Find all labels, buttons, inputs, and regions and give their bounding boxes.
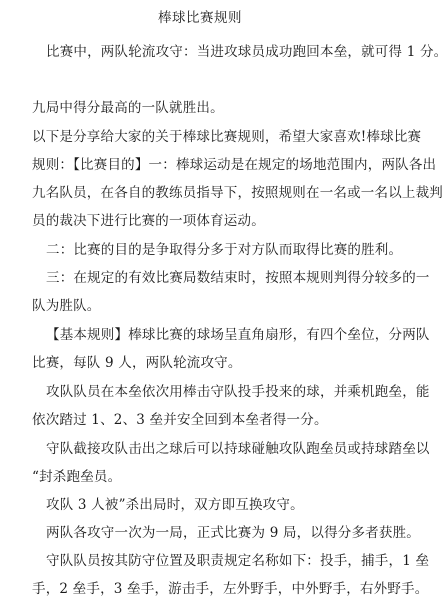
text-line: 守队队员按其防守位置及职责规定名称如下：投手，捕手，1 垒 bbox=[46, 553, 430, 569]
text-line: 三：在规定的有效比赛局数结束时，按照本规则判得分较多的一 bbox=[46, 270, 430, 286]
text-line: “封杀跑垒员。 bbox=[32, 469, 122, 485]
text-line: 比赛，每队 9 人，两队轮流攻守。 bbox=[32, 355, 242, 371]
text-line: 攻队队员在本垒依次用棒击守队投手投来的球，并乘机跑垒，能 bbox=[46, 384, 430, 400]
text-line: 以下是分享给大家的关于棒球比赛规则，希望大家喜欢!棒球比赛 bbox=[32, 129, 422, 145]
text-line: 九局中得分最高的一队就胜出。 bbox=[32, 100, 224, 116]
text-line: 守队截接攻队击出之球后可以持球碰触攻队跑垒员或持球踏垒以 bbox=[46, 441, 430, 457]
text-line: 攻队 3 人被”杀出局时，双方即互换攻守。 bbox=[46, 497, 304, 513]
text-line: 依次踏过 1、2、3 垒并安全回到本垒者得一分。 bbox=[32, 412, 328, 428]
text-line: 队为胜队。 bbox=[32, 298, 101, 314]
text-line: 九名队员，在各自的教练员指导下，按照规则在一名或一名以上裁判 bbox=[32, 185, 443, 201]
text-line: 【基本规则】棒球比赛的球场呈直角扇形，有四个垒位，分两队 bbox=[46, 327, 430, 343]
text-line: 二：比赛的目的是争取得分多于对方队而取得比赛的胜利。 bbox=[46, 242, 403, 258]
text-line: 员的裁决下进行比赛的一项体育运动。 bbox=[32, 213, 265, 229]
text-line: 规则：【比赛目的】一：棒球运动是在规定的场地范围内，两队各出 bbox=[32, 157, 437, 173]
text-line: 比赛中，两队轮流攻守：当进攻球员成功跑回本垒，就可得 1 分。 bbox=[46, 44, 447, 60]
text-line: 两队各攻守一次为一局，正式比赛为 9 局，以得分多者获胜。 bbox=[46, 525, 420, 541]
document-title: 棒球比赛规则 bbox=[158, 10, 242, 26]
text-line: 手，2 垒手，3 垒手，游击手，左外野手，中外野手，右外野手。 bbox=[32, 581, 429, 597]
